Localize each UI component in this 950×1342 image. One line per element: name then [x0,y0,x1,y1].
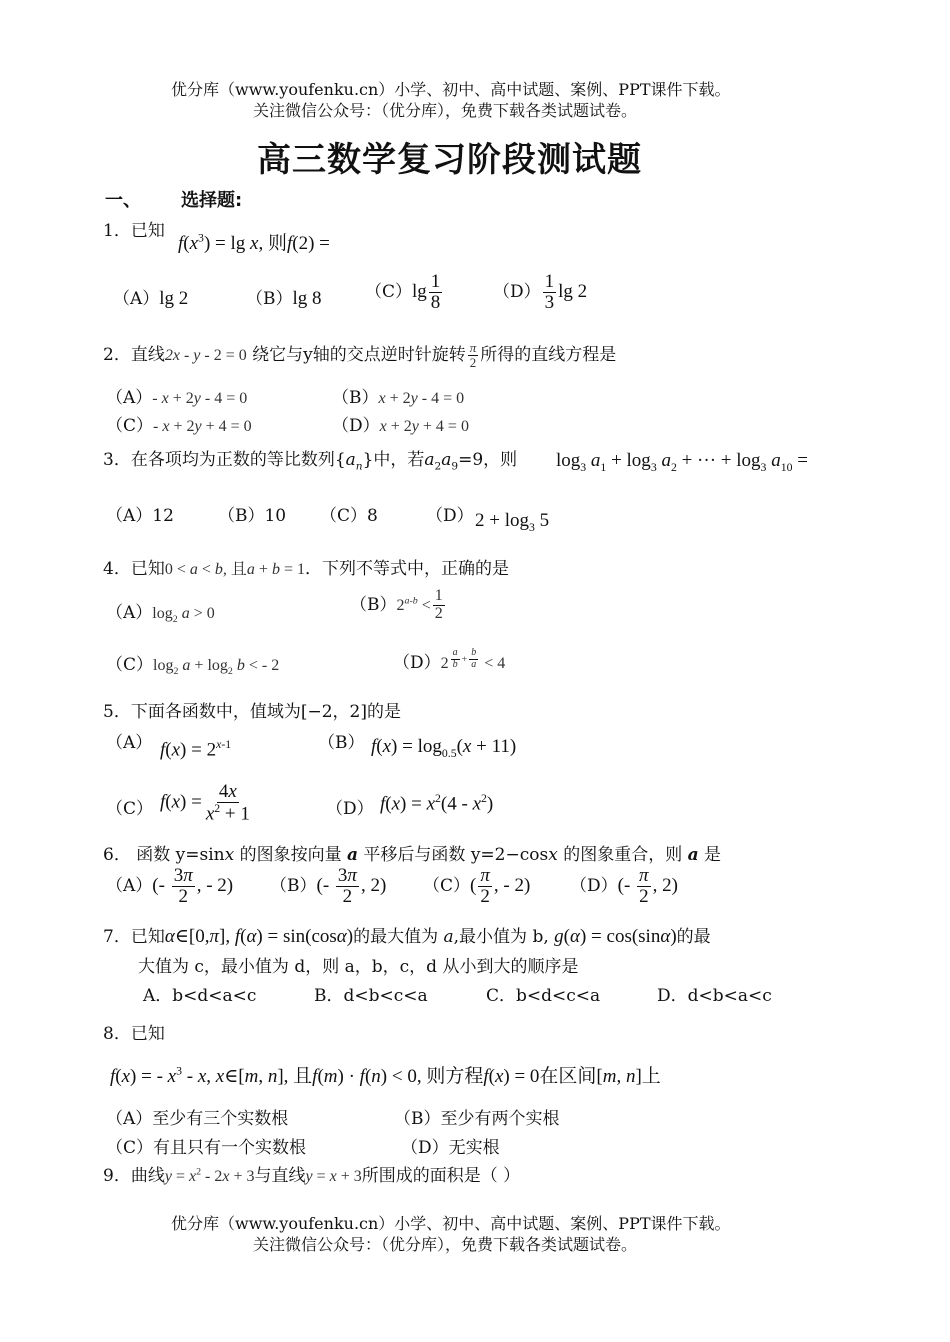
q3-option-c: （C）8 [320,506,378,526]
footer-line-2: 关注微信公众号：（优分库），免费下载各类试题试卷。 [253,1235,638,1254]
q8-option-a: （A）至少有三个实数根 [106,1109,289,1129]
q7-option-c: C．b<d<c<a [486,986,601,1006]
q1-option-c: （C）lg $\frac{1}{8}$ [365,271,441,313]
q5-option-c: f(x) = $\frac{4x}{x^2 + 1}$ [160,781,250,825]
footer-line-1: 优分库（www.youfenku.cn）小学、初中、高中试题、案例、PPT课件下载。 [171,1214,731,1233]
q9-end: 所围成的面积是（ ） [361,1166,521,1186]
q4-line: 4．已知0 < a < b, 且a + b = 1．下列不等式中，正确的是 [103,559,509,579]
q2-line: 2．直线2x - y - 2 = 0 绕它与y轴的交点逆时针旋转 $\frac{\pi}{2}$ 所得的直线方程是 [103,340,617,370]
q6-text: 6． 函数 y=sinx 的图象按向量 a 平移后与函数 y=2−cosx 的图象重合，则 a 是 [103,845,722,865]
q6-option-b: （B）(- $\frac{3\pi}{2}$ , 2) [270,865,387,907]
q8-option-c: （C）有且只有一个实数根 [106,1138,307,1158]
q4-option-c: $(C)\log_2$ $a + \log_2 b$ < - 2 [106,655,280,678]
q5-option-c-label: （C） [106,799,154,819]
header-line-2: 关注微信公众号：（优分库），免费下载各类试题试卷。 [253,101,638,120]
q5-option-a-label: （A） [106,733,153,753]
q2-number: 2．直线 [103,345,165,365]
q7-line-2: 大值为 c，最小值为 d，则 a，b，c，d 从小到大的顺序是 [138,957,579,977]
q8-option-d: （D）无实根 [401,1138,500,1158]
q7-option-b: B．d<b<c<a [314,986,428,1006]
q4-option-a: $(A)\log_2$ a > 0 [106,603,215,626]
q9-mid: 与直线 [254,1166,306,1186]
q2-text-b: 所得的直线方程是 [480,345,617,365]
q9-number: 9．曲线 [103,1166,165,1186]
q6-option-d: （D）(- $\frac{\pi}{2}$ , 2) [570,865,678,907]
q5-option-d-label: （D） [326,799,374,819]
q4-number: 4．已知 [103,559,165,579]
q3-option-d: （D） [426,506,474,526]
q7-line-1: 7．已知α∈[0,π], f(α) = sin(cosα)的最大值为 a,最小值为 b, g(α) = cos(sinα)的最 [103,926,711,947]
q7-option-a: A．b<d<a<c [143,986,257,1006]
q3-option-d-expr: $2 + \log_3 5$ [475,510,550,534]
q2-text-a: 绕它与y轴的交点逆时针旋转 [252,345,466,365]
q8-number: 8．已知 [103,1024,165,1044]
header-line-1: 优分库（www.youfenku.cn）小学、初中、高中试题、案例、PPT课件下载。 [171,80,731,99]
q8-stem: f(x) = - $x^3$ - x, x∈[m, n], 且f(m) · f(n) < 0, 则方程f(x) = 0在区间[m, n]上 [110,1064,661,1087]
q8-option-b: （B）至少有两个实根 [394,1109,560,1129]
q3-expr: $\log_3 a_1 + \log_3 a_2$ + ··· + $\log_3 a_{10}$ = [556,450,808,474]
q7-option-d: D．d<b<a<c [657,986,772,1006]
q4-text: ．下列不等式中，正确的是 [304,559,509,579]
q6-option-c: （C）( $\frac{\pi}{2}$ , - 2) [423,865,531,907]
q2-option-c: （C）- x + 2y + 4 = 0 [106,416,252,436]
section-number: 一、 [105,190,141,211]
q5-option-a: $f(x) = 2^{x-1}$ [160,738,232,761]
q4-option-d: （D）2 $^{\frac{a}{b} + \frac{b}{a}}$ < 4 [393,647,506,673]
q4-option-b: $(B)2^{a-b}$ < $\frac{1}{2}$ [350,587,443,622]
q5-option-b-label: （B） [318,733,365,753]
q2-option-d: （D）x + 2y + 4 = 0 [332,416,469,436]
q5-option-b: $f(x) = \log_{0.5}(x + 11)$ [371,736,517,760]
section-label: 选择题: [181,190,243,211]
q3-text: 3．在各项均为正数的等比数列$\{a_n\}$中，若$a_2a_9=9$，则 [103,450,518,473]
page-title: 高三数学复习阶段测试题 [257,140,642,180]
q1-stem: $f(x^3) = \lg x$, 则f(2) = [178,231,330,254]
q1-option-b: （B）lg 8 [246,288,322,309]
q5-text: 5．下面各函数中，值域为[−2，2]的是 [103,702,401,722]
q1-number: 1．已知 [103,221,165,241]
q3-option-a: （A）12 [106,506,174,526]
q2-option-a: （A）- x + 2y - 4 = 0 [106,388,248,408]
q2-option-b: （B）x + 2y - 4 = 0 [332,388,465,408]
q3-option-b: （B）10 [218,506,287,526]
q1-option-d: （D） $\frac{1}{3}$ lg 2 [493,271,588,313]
q1-option-a: （A）lg 2 [113,288,189,309]
q6-option-a: （A）(- $\frac{3\pi}{2}$ , - 2) [106,865,234,907]
q5-option-d: $f(x) = x^2(4 - x^2)$ [380,792,494,815]
q9-line: 9．曲线$y = x^2 - 2x + 3$与直线y = x + 3所围成的面积是（ ） [103,1166,521,1186]
